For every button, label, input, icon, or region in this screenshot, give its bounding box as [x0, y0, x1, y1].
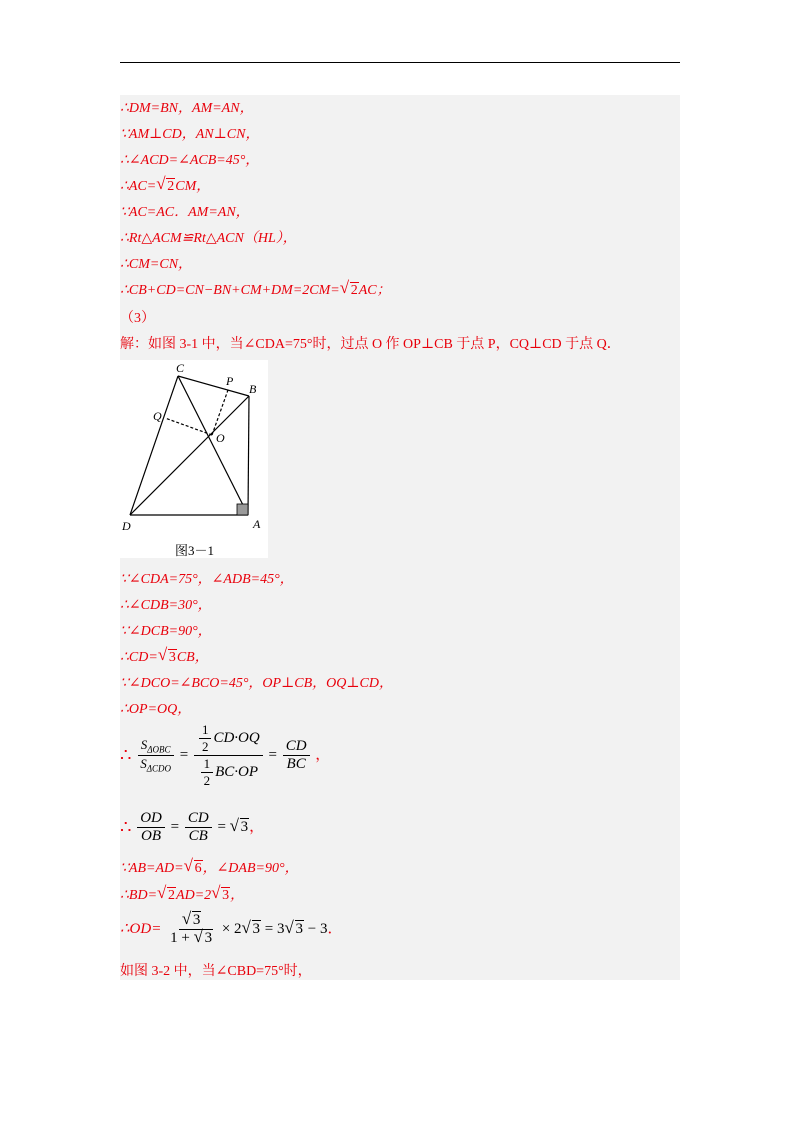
solution-line-11: ∵∠CDA=75°，∠ADB=45°，: [120, 572, 294, 587]
solution-line-4: [120, 178, 210, 196]
line-4-lead: ∴AC=: [120, 179, 157, 194]
sqrt-2-radicand: 2: [167, 179, 175, 194]
od-fraction: [167, 912, 216, 947]
solution-line-6: ∴Rt△ACM≌Rt△ACN（HL），: [120, 231, 297, 246]
solution-line-20: [120, 887, 244, 905]
minus-three: − 3: [307, 920, 328, 937]
solution-line-16: ∴OP=OQ，: [120, 702, 192, 717]
line-4-tail: CM，: [175, 179, 211, 194]
solution-line-2: ∵AM⊥CD，AN⊥CN，: [120, 127, 260, 142]
sqrt-3-radicand: 3: [295, 920, 303, 937]
od-numerator: OD: [137, 810, 165, 828]
area-ratio-fraction: [137, 737, 174, 773]
half-fraction: [201, 756, 214, 789]
od-ob-fraction: [137, 810, 165, 845]
label-a: A: [253, 517, 261, 531]
figure-3-1-diagram: [120, 360, 268, 558]
half-fraction: [199, 722, 212, 755]
equals-sign: =: [179, 746, 189, 763]
solution-line-19: [120, 860, 299, 878]
solution-line-22: 如图 3-2 中，当∠CBD=75°时，: [120, 964, 312, 979]
segment-dc: [130, 376, 178, 515]
sqrt-2-radicand: 2: [168, 888, 176, 903]
label-o: O: [216, 431, 225, 445]
solution-line-5: ∵AC=AC．AM=AN，: [120, 205, 250, 220]
equation-comma: ，: [315, 746, 331, 763]
label-p: P: [226, 374, 234, 388]
area-ratio-denominator: [137, 756, 174, 774]
sqrt-3-radicand: 3: [252, 920, 261, 937]
equals-sign: =: [217, 818, 226, 835]
label-d: D: [122, 519, 131, 533]
times-two: × 2: [221, 920, 242, 937]
sqrt-3: [243, 921, 262, 938]
cd-numerator: CD: [185, 810, 212, 828]
sqrt-2: [158, 887, 176, 905]
sqrt-3: [286, 921, 305, 938]
sqrt-2: [157, 178, 175, 196]
label-b: B: [249, 382, 257, 396]
segment-ba: [248, 396, 249, 515]
line-20-mid: AD=2: [176, 888, 212, 903]
equation-period: ．: [327, 920, 343, 937]
line-8-lead: ∴CB+CD=CN−BN+CM+DM=2CM=: [120, 283, 340, 298]
segment-op: [212, 390, 228, 435]
sqrt-3: [231, 819, 250, 836]
half-product-denominator: [196, 756, 261, 789]
cb-denominator: CB: [188, 828, 208, 844]
solution-intro: 解：如图 3-1 中，当∠CDA=75°时，过点 O 作 OP⊥CB 于点 P，CQ⊥CD 于点 Q．: [120, 337, 621, 352]
sqrt-3-radicand: 3: [168, 650, 176, 665]
od-lead: ∴OD=: [120, 920, 162, 937]
therefore-symbol: ∴: [120, 817, 132, 837]
equals-sign: =: [170, 818, 180, 835]
line-20-tail: ，: [230, 888, 245, 903]
solution-line-15: ∵∠DCO=∠BCO=45°，OP⊥CB，OQ⊥CD，: [120, 676, 393, 691]
triangle-cdo-sub: ΔCDO: [146, 763, 171, 774]
sqrt-3: [159, 649, 177, 667]
label-c: C: [176, 361, 185, 375]
s-symbol: S: [140, 756, 147, 771]
diagonal-ca: [178, 376, 248, 515]
line-20-lead: ∴BD=: [120, 888, 158, 903]
sqrt-3: [212, 887, 230, 905]
line-19-tail: ，∠DAB=90°，: [202, 861, 299, 876]
diagonal-db: [130, 396, 249, 515]
sqrt-3-radicand: 3: [240, 818, 249, 835]
area-ratio-numerator: [138, 737, 174, 756]
half-bottom: 2: [201, 739, 209, 754]
figure-3-1: [120, 360, 268, 558]
cd-bc-fraction: [283, 738, 310, 773]
solution-line-8: [120, 282, 391, 300]
half-top: 1: [199, 722, 212, 739]
equation-comma: ，: [249, 818, 265, 835]
solution-line-3: ∴∠ACD=∠ACB=45°，: [120, 153, 260, 168]
sqrt-3-radicand: 3: [192, 912, 201, 928]
sqrt-3: [195, 930, 214, 947]
therefore-symbol: ∴: [120, 745, 132, 765]
cd-cb-fraction: [185, 810, 212, 845]
line-14-tail: CB，: [176, 650, 209, 665]
figure-caption: 图3－1: [175, 543, 215, 558]
half-bottom: 2: [203, 773, 211, 788]
solution-line-1: ∴DM=BN，AM=AN，: [120, 101, 254, 116]
solution-line-12: ∴∠CDB=30°，: [120, 598, 212, 613]
segment-cb: [178, 376, 249, 396]
line-8-tail: AC；: [358, 283, 391, 298]
sqrt-6: [185, 860, 203, 878]
label-q: Q: [153, 409, 162, 423]
equals-three: = 3: [264, 920, 285, 937]
line-19-lead: ∵AB=AD=: [120, 861, 184, 876]
sqrt-2: [341, 282, 359, 300]
bc-denominator: BC: [286, 756, 306, 772]
one-plus: 1 +: [170, 930, 194, 946]
ob-denominator: OB: [141, 828, 162, 844]
header-rule: [120, 62, 680, 63]
solution-line-14: [120, 649, 209, 667]
half-product-numerator: [194, 722, 263, 756]
od-computation: [120, 912, 342, 947]
od-denominator: [167, 930, 216, 947]
half-product-fraction: [194, 722, 263, 789]
triangle-obc-sub: ΔOBC: [147, 745, 171, 755]
right-angle-marker: [237, 504, 248, 515]
bc-op-expression: BC·OP: [215, 763, 259, 780]
part-3-label: （3）: [120, 311, 155, 326]
cd-oq-expression: CD·OQ: [213, 729, 260, 746]
sqrt-2-radicand: 2: [350, 283, 358, 298]
segment-oq: [165, 418, 212, 435]
line-14-lead: ∴CD=: [120, 650, 158, 665]
od-ob-ratio-equation: [120, 810, 264, 845]
equals-sign: =: [268, 746, 277, 763]
solution-line-7: ∴CM=CN，: [120, 257, 193, 272]
sqrt-3-radicand: 3: [204, 930, 213, 946]
area-ratio-equation: [120, 722, 330, 789]
s-symbol: S: [140, 737, 148, 753]
half-top: 1: [201, 756, 214, 773]
sqrt-6-radicand: 6: [194, 861, 202, 876]
solution-line-13: ∵∠DCB=90°，: [120, 624, 212, 639]
sqrt-3-radicand: 3: [222, 888, 230, 903]
cd-numerator: CD: [283, 738, 310, 756]
